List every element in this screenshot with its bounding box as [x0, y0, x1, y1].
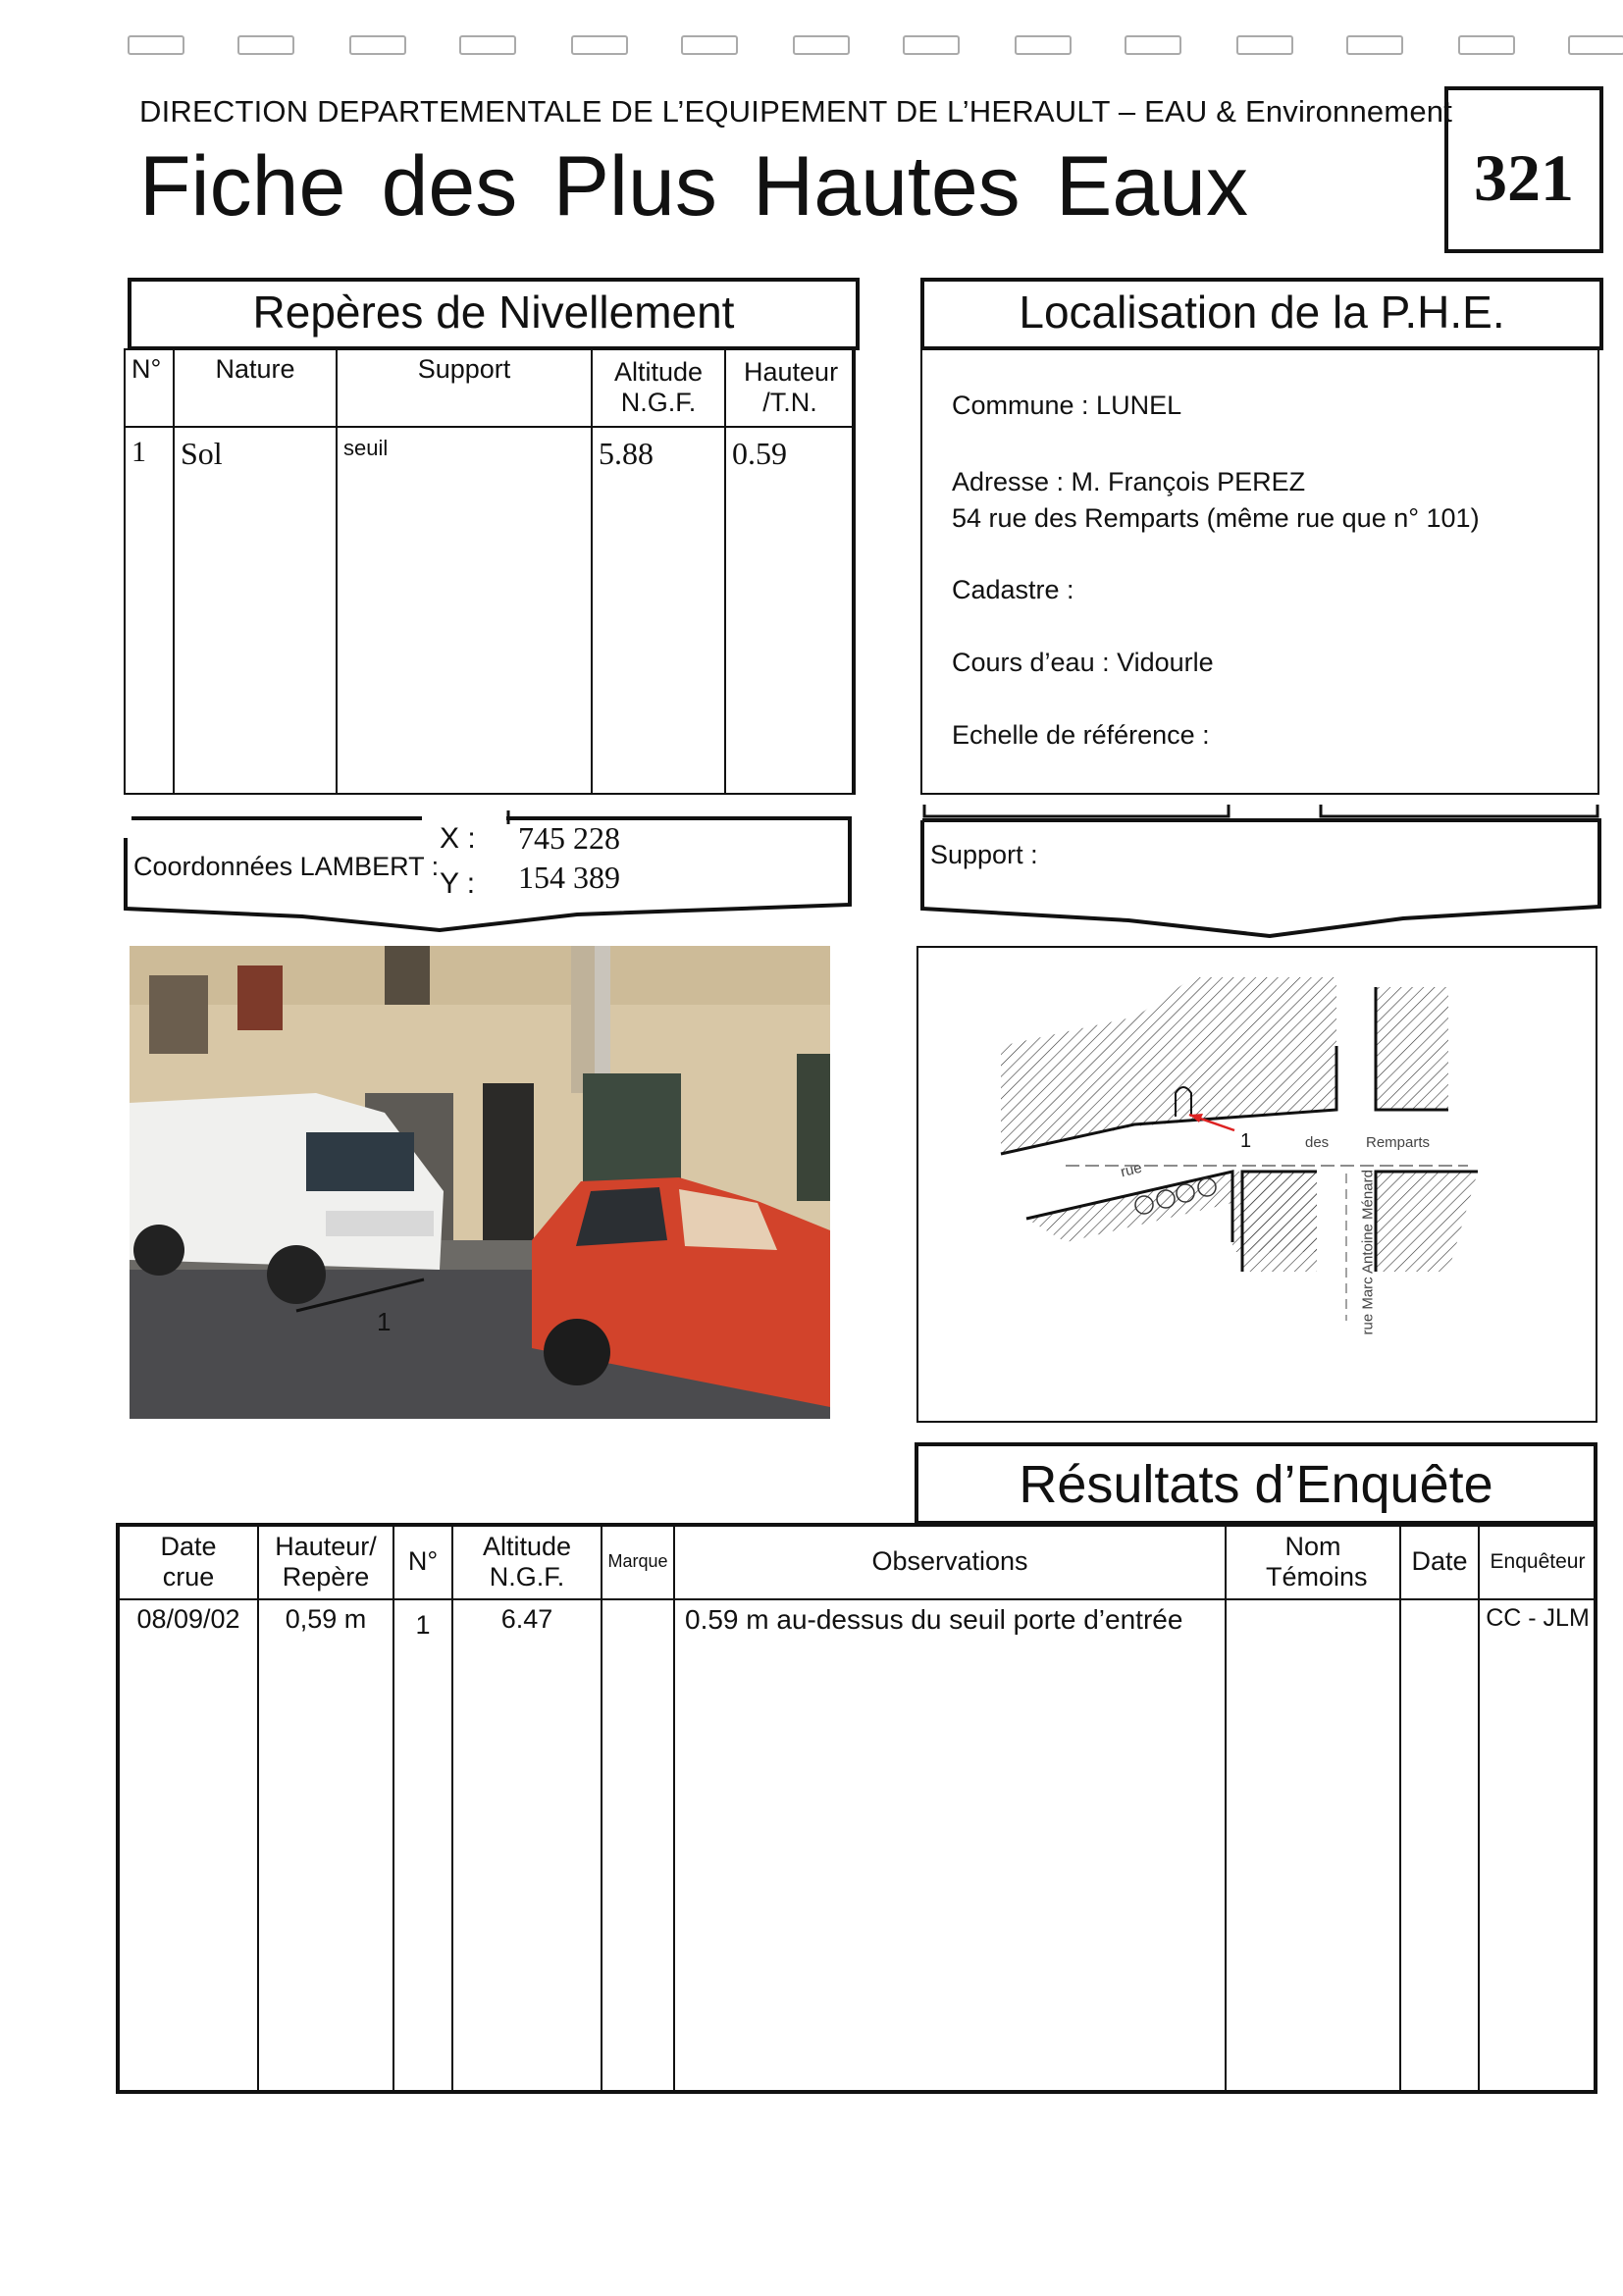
col-header-hauteur-repere: Hauteur/ Repère — [258, 1525, 393, 1599]
resultats-title-box — [915, 1442, 1597, 1525]
sketch-street-vertical: rue Marc Antoine Ménard — [1359, 1170, 1377, 1335]
cadastre-line: Cadastre : — [952, 575, 1074, 604]
col-header-num: N° — [125, 348, 174, 427]
commune-line: Commune : LUNEL — [952, 391, 1182, 420]
resultats-table — [118, 1525, 1597, 2092]
title-word: Eaux — [1055, 139, 1248, 234]
sketch-street-rue: rue — [1119, 1159, 1144, 1181]
col-header-altitude: Altitude N.G.F. — [592, 348, 725, 427]
cell-temoins — [1226, 1599, 1400, 2092]
cell-num: 1 — [393, 1599, 452, 2092]
location-sketch — [916, 946, 1597, 1423]
reperes-title: Repères de Nivellement — [252, 287, 735, 338]
col-header-date: Date — [1400, 1525, 1479, 1599]
lambert-y-label: Y : — [440, 867, 476, 900]
lambert-label: Coordonnées LAMBERT : — [133, 852, 440, 881]
sketch-street-des: des — [1305, 1134, 1330, 1151]
echelle-line: Echelle de référence : — [952, 720, 1210, 750]
resultats-title: Résultats d’Enquête — [1019, 1455, 1493, 1514]
cell-marque — [602, 1599, 674, 2092]
col-header-nature: Nature — [174, 348, 337, 427]
binder-holes — [128, 35, 1623, 57]
col-header-support: Support — [337, 348, 592, 427]
cell-date — [1400, 1599, 1479, 2092]
cours-eau-line: Cours d’eau : Vidourle — [952, 648, 1214, 677]
lambert-x-value: 745 228 — [518, 820, 620, 856]
row-hauteur: 0.59 — [725, 427, 855, 795]
lambert-x-label: X : — [440, 822, 476, 855]
adresse-line-2: 54 rue des Remparts (même rue que n° 101) — [952, 503, 1480, 533]
location-sketch-drawing — [918, 948, 1596, 1421]
sketch-street-remparts: Remparts — [1366, 1134, 1431, 1151]
cell-date-crue: 08/09/02 — [119, 1599, 258, 2092]
cell-hauteur: 0,59 m — [258, 1599, 393, 2092]
site-photo — [130, 946, 830, 1419]
photo-marker: 1 — [377, 1307, 392, 1336]
col-header-enqueteur: Enquêteur — [1479, 1525, 1597, 1599]
title-word: Plus — [552, 139, 717, 234]
localisation-title-box — [920, 278, 1603, 350]
cell-observations: 0.59 m au-dessus du seuil porte d’entrée — [674, 1599, 1226, 2092]
row-nature: Sol — [174, 427, 337, 795]
table-row — [119, 1599, 1597, 2092]
col-header-hauteur: Hauteur /T.N. — [725, 348, 855, 427]
sheet-number: 321 — [1474, 140, 1574, 215]
title-word: Hautes — [753, 139, 1021, 234]
table-row — [125, 427, 855, 795]
adresse-line-1: Adresse : M. François PEREZ — [952, 467, 1306, 496]
row-support: seuil — [337, 427, 592, 795]
reperes-table — [124, 348, 856, 795]
sketch-marker: 1 — [1240, 1130, 1252, 1152]
col-header-temoins: Nom Témoins — [1226, 1525, 1400, 1599]
row-num: 1 — [125, 427, 174, 795]
support-label: Support : — [930, 840, 1038, 869]
col-header-marque: Marque — [602, 1525, 674, 1599]
col-header-observations: Observations — [674, 1525, 1226, 1599]
page-title — [139, 137, 1248, 235]
localisation-title: Localisation de la P.H.E. — [1019, 287, 1505, 338]
col-header-date-crue: Date crue — [119, 1525, 258, 1599]
cell-enqueteur: CC - JLM — [1479, 1599, 1597, 2092]
reperes-title-box — [128, 278, 860, 350]
title-word: Fiche — [139, 139, 346, 234]
row-altitude: 5.88 — [592, 427, 725, 795]
col-header-num: N° — [393, 1525, 452, 1599]
lambert-y-value: 154 389 — [518, 860, 620, 895]
cell-altitude: 6.47 — [452, 1599, 602, 2092]
title-word: des — [381, 139, 518, 234]
agency-header: DIRECTION DEPARTEMENTALE DE L’EQUIPEMENT DE L’HERAULT – EAU & Environnement — [139, 94, 1453, 129]
col-header-altitude: Altitude N.G.F. — [452, 1525, 602, 1599]
sheet-number-box — [1444, 86, 1603, 253]
site-photo-drawing — [130, 946, 830, 1419]
